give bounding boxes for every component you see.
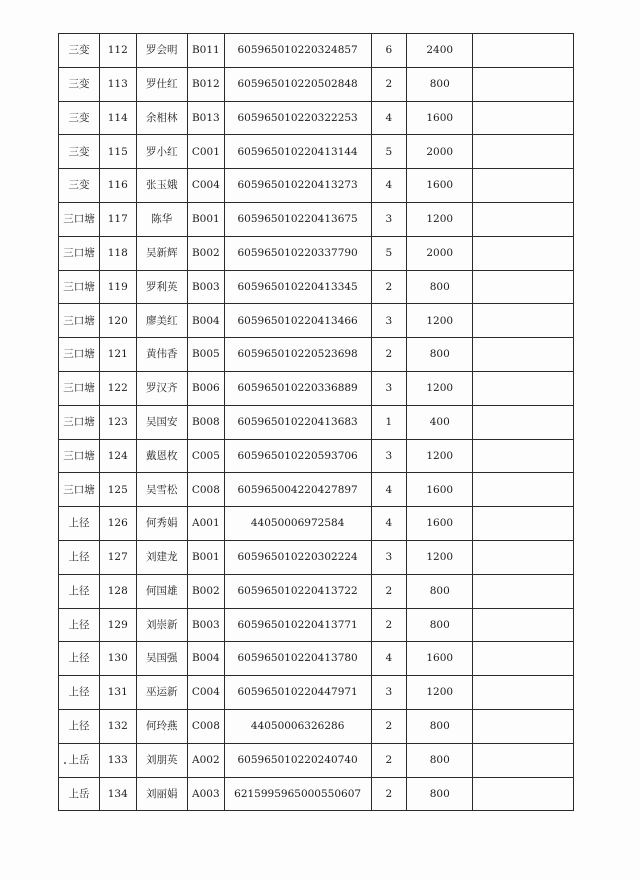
remarks-cell [473, 270, 574, 304]
member-count-cell: 2 [371, 574, 407, 608]
household-code-cell: B001 [188, 202, 225, 236]
remarks-cell [473, 202, 574, 236]
household-register-table [58, 33, 574, 811]
person-name-cell: 廖美红 [136, 304, 187, 338]
member-count-cell: 3 [371, 371, 407, 405]
bank-account-cell: 605965010220413771 [224, 608, 371, 642]
household-code-cell: B001 [188, 540, 225, 574]
amount-cell: 1600 [407, 169, 473, 203]
amount-cell: 1200 [407, 439, 473, 473]
bank-account-cell: 605965010220413466 [224, 304, 371, 338]
sequence-number-cell: 112 [99, 34, 136, 68]
amount-cell: 1200 [407, 304, 473, 338]
bank-account-cell: 605965004220427897 [224, 473, 371, 507]
remarks-cell [473, 439, 574, 473]
member-count-cell: 2 [371, 67, 407, 101]
village-cell: 三口塘 [59, 270, 100, 304]
bank-account-cell: 44050006326286 [224, 709, 371, 743]
remarks-cell [473, 574, 574, 608]
sequence-number-cell: 129 [99, 608, 136, 642]
member-count-cell: 3 [371, 202, 407, 236]
sequence-number-cell: 115 [99, 135, 136, 169]
amount-cell: 800 [407, 709, 473, 743]
village-cell: 上径 [59, 507, 100, 541]
table-row [59, 540, 574, 574]
sequence-number-cell: 124 [99, 439, 136, 473]
sequence-number-cell: 119 [99, 270, 136, 304]
household-code-cell: C008 [188, 709, 225, 743]
member-count-cell: 3 [371, 439, 407, 473]
person-name-cell: 戴恩枚 [136, 439, 187, 473]
village-cell: 三变 [59, 135, 100, 169]
remarks-cell [473, 236, 574, 270]
village-cell: 上径 [59, 574, 100, 608]
table-row [59, 439, 574, 473]
remarks-cell [473, 473, 574, 507]
household-code-cell: B012 [188, 67, 225, 101]
amount-cell: 1600 [407, 507, 473, 541]
household-code-cell: C008 [188, 473, 225, 507]
person-name-cell: 刘丽娟 [136, 777, 187, 811]
table-row [59, 270, 574, 304]
village-cell: 三变 [59, 169, 100, 203]
member-count-cell: 4 [371, 507, 407, 541]
household-code-cell: B008 [188, 405, 225, 439]
remarks-cell [473, 405, 574, 439]
bank-account-cell: 605965010220324857 [224, 34, 371, 68]
village-cell: 三口塘 [59, 439, 100, 473]
sequence-number-cell: 114 [99, 101, 136, 135]
table-row [59, 777, 574, 811]
person-name-cell: 刘崇新 [136, 608, 187, 642]
sequence-number-cell: 134 [99, 777, 136, 811]
sequence-number-cell: 132 [99, 709, 136, 743]
bank-account-cell: 605965010220447971 [224, 676, 371, 710]
member-count-cell: 4 [371, 642, 407, 676]
household-code-cell: B004 [188, 304, 225, 338]
sequence-number-cell: 131 [99, 676, 136, 710]
bank-account-cell: 605965010220413675 [224, 202, 371, 236]
bank-account-cell: 605965010220240740 [224, 743, 371, 777]
bank-account-cell: 605965010220593706 [224, 439, 371, 473]
bank-account-cell: 605965010220413683 [224, 405, 371, 439]
person-name-cell: 罗汉齐 [136, 371, 187, 405]
remarks-cell [473, 338, 574, 372]
member-count-cell: 2 [371, 777, 407, 811]
remarks-cell [473, 371, 574, 405]
village-cell: 三口塘 [59, 236, 100, 270]
amount-cell: 800 [407, 743, 473, 777]
household-code-cell: C004 [188, 676, 225, 710]
household-code-cell: A001 [188, 507, 225, 541]
household-code-cell: A003 [188, 777, 225, 811]
village-cell: 三变 [59, 101, 100, 135]
sequence-number-cell: 117 [99, 202, 136, 236]
person-name-cell: 何秀娟 [136, 507, 187, 541]
remarks-cell [473, 676, 574, 710]
remarks-cell [473, 304, 574, 338]
household-code-cell: B002 [188, 236, 225, 270]
table-row [59, 473, 574, 507]
village-cell: 三口塘 [59, 405, 100, 439]
table-row [59, 169, 574, 203]
bank-account-cell: 605965010220302224 [224, 540, 371, 574]
table-row [59, 135, 574, 169]
village-cell: 三变 [59, 34, 100, 68]
person-name-cell: 罗会明 [136, 34, 187, 68]
household-code-cell: C004 [188, 169, 225, 203]
sequence-number-cell: 128 [99, 574, 136, 608]
village-cell: 三口塘 [59, 338, 100, 372]
village-cell: 上径 [59, 540, 100, 574]
person-name-cell: 刘建龙 [136, 540, 187, 574]
household-code-cell: B004 [188, 642, 225, 676]
person-name-cell: 罗利英 [136, 270, 187, 304]
bank-account-cell: 605965010220502848 [224, 67, 371, 101]
remarks-cell [473, 34, 574, 68]
table-row [59, 642, 574, 676]
bank-account-cell: 605965010220322253 [224, 101, 371, 135]
person-name-cell: 巫运新 [136, 676, 187, 710]
table-row [59, 608, 574, 642]
sequence-number-cell: 130 [99, 642, 136, 676]
remarks-cell [473, 507, 574, 541]
amount-cell: 1200 [407, 202, 473, 236]
household-code-cell: A002 [188, 743, 225, 777]
household-code-cell: B003 [188, 608, 225, 642]
sequence-number-cell: 125 [99, 473, 136, 507]
sequence-number-cell: 120 [99, 304, 136, 338]
bank-account-cell: 605965010220523698 [224, 338, 371, 372]
member-count-cell: 2 [371, 709, 407, 743]
household-code-cell: C001 [188, 135, 225, 169]
table-row [59, 507, 574, 541]
sequence-number-cell: 122 [99, 371, 136, 405]
table-row [59, 34, 574, 68]
remarks-cell [473, 135, 574, 169]
remarks-cell [473, 743, 574, 777]
table-row [59, 67, 574, 101]
sequence-number-cell: 123 [99, 405, 136, 439]
remarks-cell [473, 709, 574, 743]
amount-cell: 2400 [407, 34, 473, 68]
member-count-cell: 6 [371, 34, 407, 68]
member-count-cell: 5 [371, 135, 407, 169]
amount-cell: 800 [407, 67, 473, 101]
sequence-number-cell: 121 [99, 338, 136, 372]
village-cell: 上径 [59, 642, 100, 676]
member-count-cell: 4 [371, 473, 407, 507]
amount-cell: 800 [407, 608, 473, 642]
person-name-cell: 吴国安 [136, 405, 187, 439]
remarks-cell [473, 101, 574, 135]
member-count-cell: 2 [371, 270, 407, 304]
bank-account-cell: 605965010220336889 [224, 371, 371, 405]
amount-cell: 1200 [407, 371, 473, 405]
amount-cell: 1600 [407, 642, 473, 676]
table-row [59, 405, 574, 439]
table-body [59, 34, 574, 811]
table-row [59, 743, 574, 777]
amount-cell: 2000 [407, 236, 473, 270]
sequence-number-cell: 113 [99, 67, 136, 101]
amount-cell: 1200 [407, 676, 473, 710]
village-cell: 上岳 [59, 777, 100, 811]
bank-account-cell: 605965010220413144 [224, 135, 371, 169]
person-name-cell: 罗仕红 [136, 67, 187, 101]
person-name-cell: 余相林 [136, 101, 187, 135]
person-name-cell: 张玉娥 [136, 169, 187, 203]
amount-cell: 2000 [407, 135, 473, 169]
member-count-cell: 2 [371, 743, 407, 777]
table-row [59, 676, 574, 710]
bank-account-cell: 605965010220413273 [224, 169, 371, 203]
sequence-number-cell: 127 [99, 540, 136, 574]
household-code-cell: B003 [188, 270, 225, 304]
amount-cell: 800 [407, 574, 473, 608]
remarks-cell [473, 608, 574, 642]
table-row [59, 574, 574, 608]
table-row [59, 236, 574, 270]
person-name-cell: 刘朋英 [136, 743, 187, 777]
member-count-cell: 5 [371, 236, 407, 270]
amount-cell: 800 [407, 777, 473, 811]
sequence-number-cell: 126 [99, 507, 136, 541]
amount-cell: 400 [407, 405, 473, 439]
remarks-cell [473, 540, 574, 574]
member-count-cell: 1 [371, 405, 407, 439]
sequence-number-cell: 133 [99, 743, 136, 777]
sequence-number-cell: 118 [99, 236, 136, 270]
table-row [59, 371, 574, 405]
member-count-cell: 3 [371, 540, 407, 574]
remarks-cell [473, 67, 574, 101]
person-name-cell: 何国雄 [136, 574, 187, 608]
household-code-cell: B013 [188, 101, 225, 135]
household-code-cell: B006 [188, 371, 225, 405]
bank-account-cell: 44050006972584 [224, 507, 371, 541]
village-cell: 上岳 [59, 743, 100, 777]
person-name-cell: 何玲燕 [136, 709, 187, 743]
remarks-cell [473, 642, 574, 676]
person-name-cell: 陈华 [136, 202, 187, 236]
person-name-cell: 吴新辉 [136, 236, 187, 270]
person-name-cell: 罗小红 [136, 135, 187, 169]
household-code-cell: B011 [188, 34, 225, 68]
amount-cell: 1200 [407, 540, 473, 574]
amount-cell: 1600 [407, 101, 473, 135]
bank-account-cell: 6215995965000550607 [224, 777, 371, 811]
amount-cell: 800 [407, 270, 473, 304]
person-name-cell: 黄伟香 [136, 338, 187, 372]
member-count-cell: 3 [371, 676, 407, 710]
village-cell: 上径 [59, 709, 100, 743]
table-row [59, 338, 574, 372]
remarks-cell [473, 777, 574, 811]
table-row [59, 709, 574, 743]
village-cell: 三口塘 [59, 473, 100, 507]
member-count-cell: 3 [371, 304, 407, 338]
table-row [59, 304, 574, 338]
household-code-cell: B005 [188, 338, 225, 372]
sequence-number-cell: 116 [99, 169, 136, 203]
village-cell: 三口塘 [59, 371, 100, 405]
person-name-cell: 吴雪松 [136, 473, 187, 507]
village-cell: 上径 [59, 676, 100, 710]
bank-account-cell: 605965010220413345 [224, 270, 371, 304]
remarks-cell [473, 169, 574, 203]
village-cell: 三变 [59, 67, 100, 101]
member-count-cell: 2 [371, 338, 407, 372]
village-cell: 上径 [59, 608, 100, 642]
village-cell: 三口塘 [59, 304, 100, 338]
bank-account-cell: 605965010220337790 [224, 236, 371, 270]
amount-cell: 1600 [407, 473, 473, 507]
household-code-cell: B002 [188, 574, 225, 608]
bank-account-cell: 605965010220413780 [224, 642, 371, 676]
scan-speck [64, 762, 66, 764]
member-count-cell: 4 [371, 101, 407, 135]
member-count-cell: 4 [371, 169, 407, 203]
household-code-cell: C005 [188, 439, 225, 473]
village-cell: 三口塘 [59, 202, 100, 236]
table-row [59, 202, 574, 236]
table-row [59, 101, 574, 135]
bank-account-cell: 605965010220413722 [224, 574, 371, 608]
member-count-cell: 2 [371, 608, 407, 642]
person-name-cell: 吴国强 [136, 642, 187, 676]
amount-cell: 800 [407, 338, 473, 372]
